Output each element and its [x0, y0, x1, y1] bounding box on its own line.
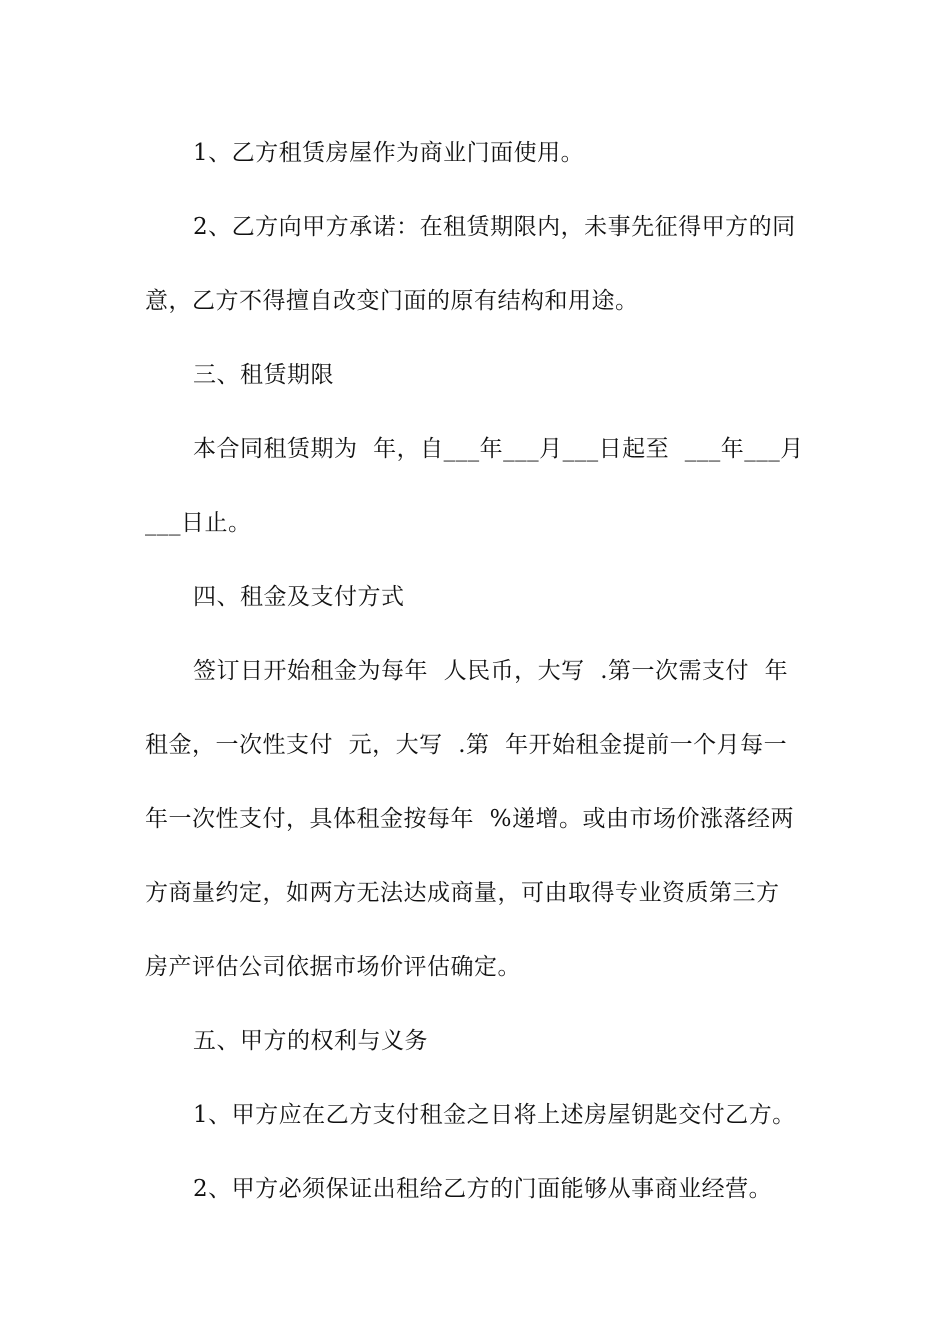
paragraph-party-a-clause-1: 1、甲方应在乙方支付租金之日将上述房屋钥匙交付乙方。 — [193, 1102, 796, 1128]
section-heading-rent-payment: 四、租金及支付方式 — [193, 584, 405, 610]
paragraph-lease-term-continued: ___日止。 — [145, 510, 252, 536]
paragraph-clause-2-continued: 意，乙方不得擅自改变门面的原有结构和用途。 — [145, 288, 639, 314]
paragraph-party-a-clause-2: 2、甲方必须保证出租给乙方的门面能够从事商业经营。 — [193, 1176, 773, 1202]
section-heading-party-a-rights: 五、甲方的权利与义务 — [193, 1028, 428, 1054]
paragraph-rent-continued-3: 方商量约定，如两方无法达成商量，可由取得专业资质第三方 — [145, 880, 780, 906]
paragraph-rent-continued-2: 年一次性支付，具体租金按每年 %递增。或由市场价涨落经两 — [145, 806, 794, 832]
paragraph-clause-2: 2、乙方向甲方承诺：在租赁期限内，未事先征得甲方的同 — [193, 214, 796, 240]
paragraph-rent-continued-1: 租金，一次性支付 元，大写 .第 年开始租金提前一个月每一 — [145, 732, 788, 758]
paragraph-clause-1: 1、乙方租赁房屋作为商业门面使用。 — [193, 140, 585, 166]
paragraph-lease-term: 本合同租赁期为 年，自___年___月___日起至 ___年___月 — [193, 436, 804, 462]
section-heading-lease-term: 三、租赁期限 — [193, 362, 334, 388]
paragraph-rent: 签订日开始租金为每年 人民币，大写 .第一次需支付 年 — [193, 658, 789, 684]
paragraph-rent-continued-4: 房产评估公司依据市场价评估确定。 — [145, 954, 521, 980]
